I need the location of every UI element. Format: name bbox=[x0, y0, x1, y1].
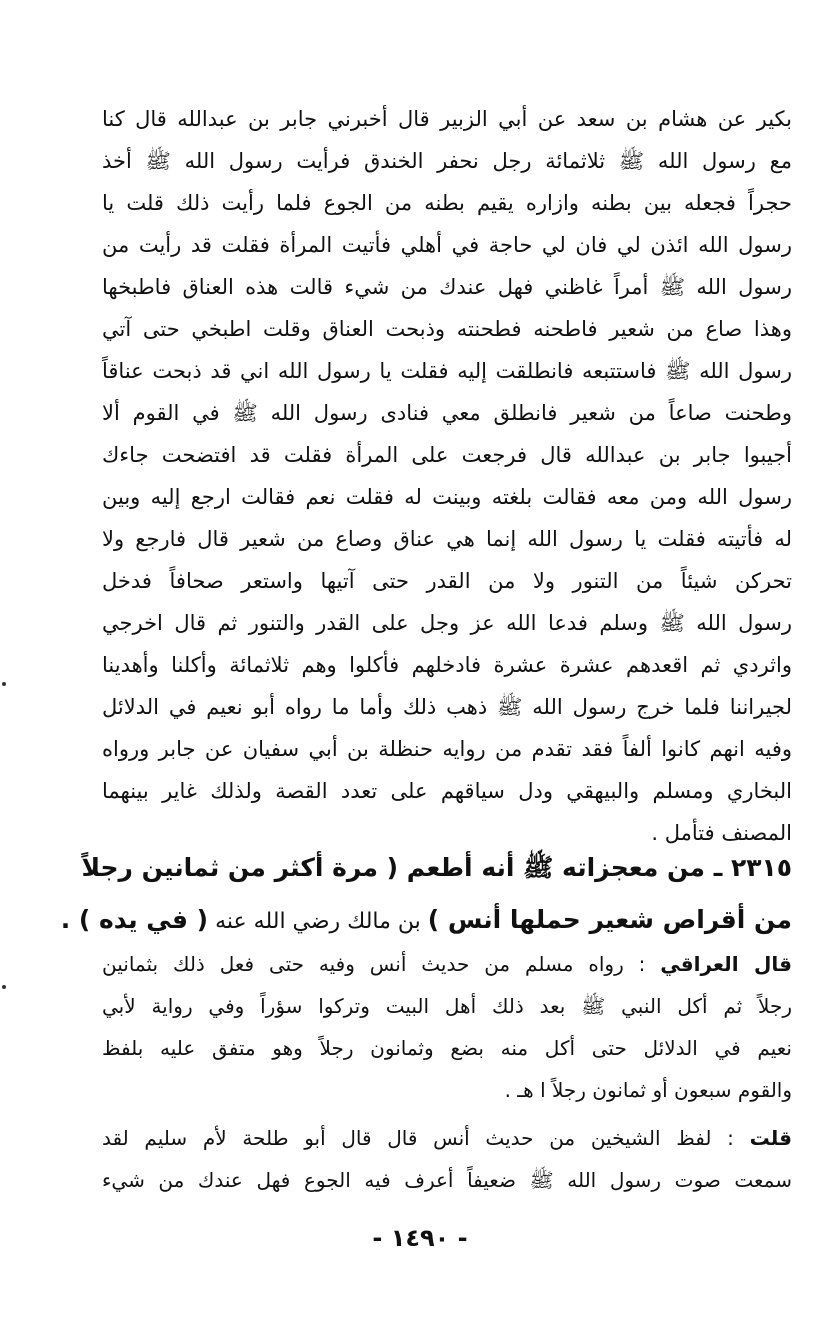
commentary-text: : رواه مسلم من حديث أنس وفيه حتى فعل ذلك بثمانين bbox=[102, 952, 661, 976]
body-text bbox=[102, 98, 792, 854]
commentary-label: قال العراقي bbox=[660, 952, 792, 976]
commentary-line: والقوم سبعون أو ثمانون رجلاً ا هـ . bbox=[504, 1078, 792, 1102]
note-line-1 bbox=[102, 1117, 792, 1159]
body-line: وهذا صاع من شعير فاطحنه فطحنته وذبحت العناق وقلت اطبخي حتى آتي bbox=[102, 317, 792, 341]
body-line: المصنف فتأمل . bbox=[651, 821, 792, 845]
body-line: بكير عن هشام بن سعد عن أبي الزبير قال أخبرني جابر بن عبدالله قال كنا bbox=[102, 107, 792, 131]
heading-line-1: ٢٣١٥ ـ من معجزاته ﷺ أنه أطعم ( مرة أكثر من ثمانين رجلاً bbox=[81, 853, 792, 882]
body-line: واثردي ثم اقعدهم عشرة عشرة فادخلهم فأكلوا وهم ثلاثمائة وأكلنا وأهدينا bbox=[102, 653, 792, 677]
body-line: له فأتيته فقلت يا رسول الله إنما هي عناق وصاع من شعير قال فارجع ولا bbox=[102, 527, 792, 551]
body-line: حجراً فجعله بين بطنه وازاره يقيم بطنه من الجوع فلما رأيت ذلك قلت يا bbox=[102, 191, 792, 215]
margin-dot bbox=[2, 682, 6, 686]
body-line: وطحنت صاعاً من شعير فانطلق معي فنادى رسول الله ﷺ في القوم ألا bbox=[102, 401, 792, 425]
margin-dot bbox=[2, 985, 6, 989]
body-line: رسول الله ﷺ أمراً غاظني فهل عندك من شيء قالت هذه العناق فاطبخها bbox=[102, 275, 792, 299]
commentary-line: نعيم في الدلائل حتى أكل منه بضع وثمانون رجلاً وهو متفق عليه بلفظ bbox=[102, 1036, 792, 1060]
note-label: قلت bbox=[749, 1126, 792, 1150]
body-line: وفيه انهم كانوا ألفاً فقد تقدم من روايه حنظلة بن أبي سفيان عن جابر ورواه bbox=[102, 737, 792, 761]
body-line: أجيبوا جابر بن عبدالله قال فرجعت على المرأة فقلت قد افتضحت جاءك bbox=[102, 443, 792, 467]
commentary-line: رجلاً ثم أكل النبي ﷺ بعد ذلك أهل البيت وتركوا سؤراً وفي رواية لأبي bbox=[102, 994, 792, 1018]
heading-line-2 bbox=[60, 894, 792, 946]
body-line: لجيراننا فلما خرج رسول الله ﷺ ذهب ذلك وأما ما رواه أبو نعيم في الدلائل bbox=[102, 695, 792, 719]
author-note bbox=[102, 1117, 792, 1201]
body-line: مع رسول الله ﷺ ثلاثمائة رجل نحفر الخندق فرأيت رسول الله ﷺ أخذ bbox=[102, 149, 792, 173]
body-line: رسول الله ائذن لي فان لي حاجة في أهلي فأتيت المرأة فقلت قد رأيت من bbox=[102, 233, 792, 257]
hadith-heading bbox=[60, 842, 792, 946]
body-line: رسول الله ﷺ فاستتبعه فانطلقت إليه فقلت يا رسول الله اني قد ذبحت عناقاً bbox=[102, 359, 792, 383]
commentary-line-1 bbox=[102, 943, 792, 985]
body-line: البخاري ومسلم والبيهقي ودل سياقهم على تعدد القصة ولذلك غاير بينهما bbox=[102, 779, 792, 803]
body-line: رسول الله ﷺ وسلم فدعا الله عز وجل على القدر والتنور ثم قال اخرجي bbox=[102, 611, 792, 635]
note-text: : لفظ الشيخين من حديث أنس قال قال أبو طلحة لأم سليم لقد bbox=[102, 1126, 750, 1150]
heading-bold-part-a: من أقراص شعير حملها أنس ) bbox=[427, 905, 792, 934]
iraqi-commentary bbox=[102, 943, 792, 1111]
body-line: تحركن شيئاً من التنور ولا من القدر حتى آتيها واستعر صحافاً فدخل bbox=[102, 569, 792, 593]
heading-normal-part: بن مالك رضي الله عنه bbox=[208, 909, 428, 934]
body-line: رسول الله ومن معه فقالت بلغته وبينت له فقلت نعم فقالت ارجع إليه وبين bbox=[102, 485, 792, 509]
page-number: - ١٤٩٠ - bbox=[372, 1224, 468, 1252]
note-line: سمعت صوت رسول الله ﷺ ضعيفاً أعرف فيه الجوع فهل عندك من شيء bbox=[102, 1168, 792, 1192]
heading-bold-part-b: ( في يده ) . bbox=[60, 905, 209, 934]
